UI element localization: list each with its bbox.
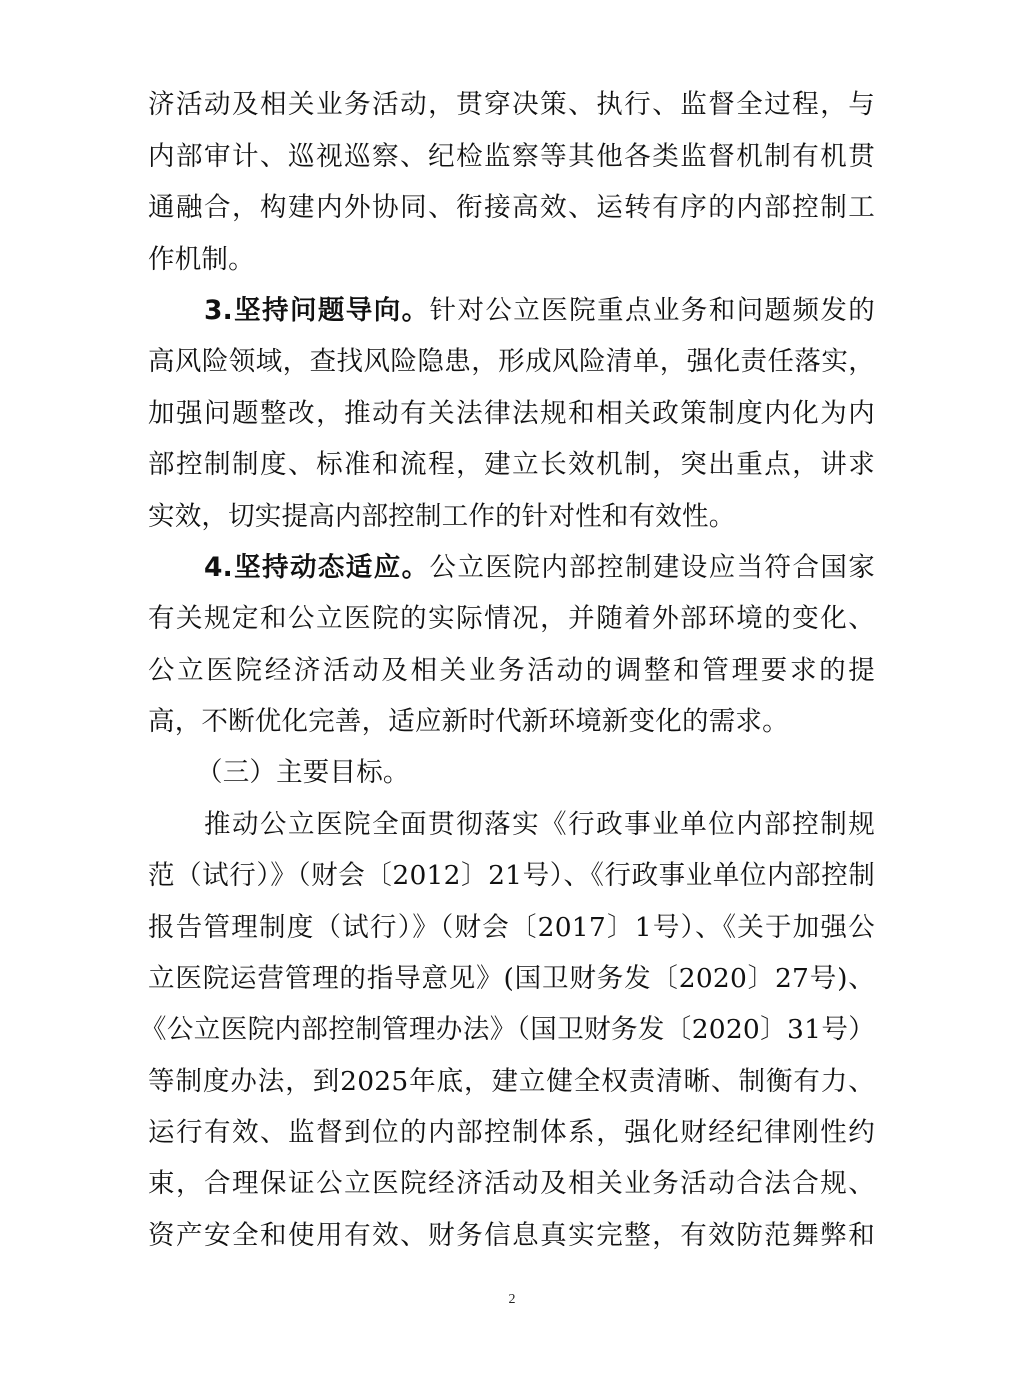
paragraph-line: 加强问题整改，推动有关法律法规和相关政策制度内化为内 <box>148 398 875 429</box>
paragraph-line: 范（试行）》（财会〔2012〕21号）、《行政事业单位内部控制 <box>148 860 875 891</box>
principle-3-line <box>204 291 875 331</box>
paragraph-line: 公立医院经济活动及相关业务活动的调整和管理要求的提 <box>148 655 875 686</box>
principle-3-heading: 3.坚持问题导向。 <box>204 295 430 326</box>
principle-4-text: 公立医院内部控制建设应当符合国家 <box>429 552 875 583</box>
paragraph-line: 通融合，构建内外协同、衔接高效、运转有序的内部控制工 <box>148 192 875 223</box>
paragraph-line: 内部审计、巡视巡察、纪检监察等其他各类监督机制有机贯 <box>148 141 875 172</box>
paragraph-line: 等制度办法，到2025年底，建立健全权责清晰、制衡有力、 <box>148 1066 875 1097</box>
paragraph-line: 报告管理制度（试行）》（财会〔2017〕1号）、《关于加强公 <box>148 912 875 943</box>
paragraph-line: 实效，切实提高内部控制工作的针对性和有效性。 <box>148 501 736 532</box>
paragraph-line: 部控制制度、标准和流程，建立长效机制，突出重点，讲求 <box>148 449 875 480</box>
principle-3-text: 针对公立医院重点业务和问题频发的 <box>429 295 875 326</box>
paragraph-line: 推动公立医院全面贯彻落实《行政事业单位内部控制规 <box>204 809 875 840</box>
section-heading: （三）主要目标。 <box>196 757 410 788</box>
principle-4-line <box>204 548 875 588</box>
paragraph-line: 立医院运营管理的指导意见》(国卫财务发〔2020〕27号)、 <box>148 963 875 994</box>
paragraph-line: 束，合理保证公立医院经济活动及相关业务活动合法合规、 <box>148 1168 875 1199</box>
paragraph-line: 有关规定和公立医院的实际情况，并随着外部环境的变化、 <box>148 603 875 634</box>
principle-4-heading: 4.坚持动态适应。 <box>204 552 430 583</box>
paragraph-line: 《公立医院内部控制管理办法》（国卫财务发〔2020〕31号） <box>140 1014 875 1045</box>
paragraph-line: 作机制。 <box>148 244 255 275</box>
paragraph-line: 运行有效、监督到位的内部控制体系，强化财经纪律刚性约 <box>148 1117 875 1148</box>
paragraph-line: 资产安全和使用有效、财务信息真实完整，有效防范舞弊和 <box>148 1220 875 1251</box>
paragraph-line: 济活动及相关业务活动，贯穿决策、执行、监督全过程，与 <box>148 89 875 120</box>
page-number: 2 <box>508 1292 516 1307</box>
paragraph-line: 高，不断优化完善，适应新时代新环境新变化的需求。 <box>148 706 789 737</box>
paragraph-line: 高风险领域，查找风险隐患，形成风险清单，强化责任落实， <box>148 346 875 377</box>
